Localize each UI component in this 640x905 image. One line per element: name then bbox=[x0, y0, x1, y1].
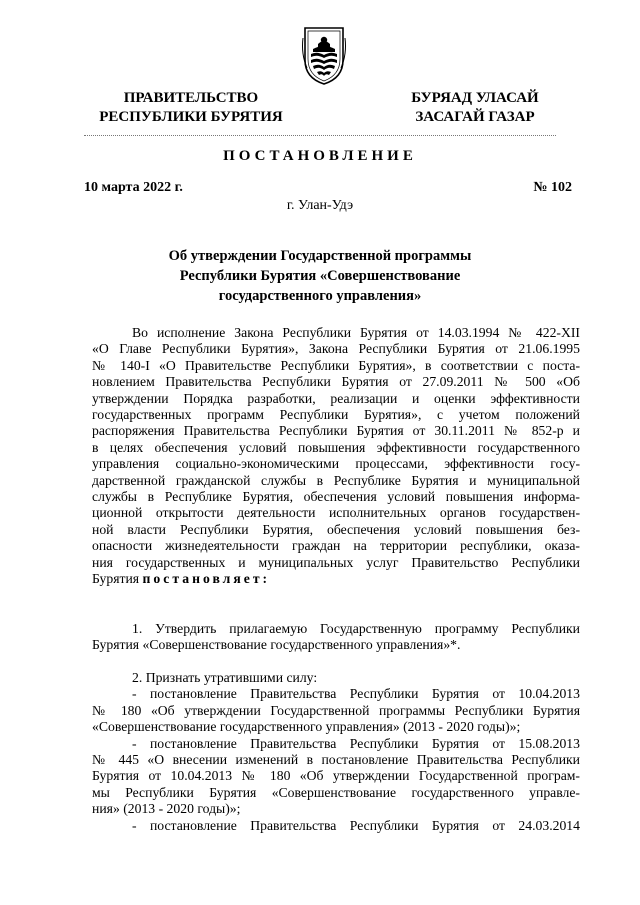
preamble-line: № 140-I «О Правительстве Республики Бурятия», в соответствии с поста- bbox=[92, 357, 580, 373]
document-number: № 102 bbox=[533, 180, 572, 195]
preamble-line: службы в Республике Бурятия, обеспечения условий повышения информа- bbox=[92, 489, 580, 505]
government-name-russian bbox=[84, 89, 298, 127]
preamble-line: управления социально-экономическими процессами, эффективности госу- bbox=[92, 456, 580, 472]
item-1-line: 1. Утвердить прилагаемую Государственную программу Республики bbox=[132, 621, 580, 636]
item-2-line: № 445 «О внесении изменений в постановление Правительства Республики bbox=[92, 752, 580, 768]
coat-of-arms-emblem bbox=[299, 24, 349, 86]
preamble-final-prefix: Бурятия bbox=[92, 571, 140, 587]
preamble-line: распоряжения Правительства Республики Бурятия от 30.11.2011 № 852-р и bbox=[92, 423, 580, 439]
item-2-line: - постановление Правительства Республики Бурятия от 10.04.2013 bbox=[132, 686, 580, 702]
preamble-line: ния государственных и муниципальных услуг Правительство Республики bbox=[92, 554, 580, 570]
item-2-line: - постановление Правительства Республики Бурятия от 15.08.2013 bbox=[132, 735, 580, 751]
preamble-line: утверждении Порядка разработки, реализации и оценки эффективности bbox=[92, 390, 580, 406]
resolves-keyword: постановляет: bbox=[142, 571, 271, 587]
header-divider bbox=[84, 135, 556, 136]
header-left-line-1: ПРАВИТЕЛЬСТВО bbox=[123, 90, 259, 106]
subject-line-1: Об утверждении Государственной программы bbox=[168, 248, 472, 264]
preamble-paragraph bbox=[92, 325, 580, 588]
item-1-line: Бурятия «Совершенствование государственного управления»*. bbox=[92, 637, 461, 653]
government-name-buryat bbox=[392, 89, 558, 127]
preamble-line: Во исполнение Закона Республики Бурятия от 14.03.1994 № 422-XII bbox=[132, 325, 580, 340]
item-2-line: Бурятия от 10.04.2013 № 180 «Об утверждении Государственной програм- bbox=[92, 768, 580, 784]
item-2-heading: 2. Признать утратившими силу: bbox=[132, 670, 318, 685]
item-2-paragraph bbox=[92, 670, 580, 834]
item-2-line: № 180 «Об утверждении Государственной программы Республики Бурятия bbox=[92, 702, 580, 718]
preamble-line: в целях обеспечения условий повышения эффективности государственного bbox=[92, 439, 580, 455]
item-2-line: «Совершенствование государственного управления» (2013 - 2020 годы)»; bbox=[92, 719, 521, 735]
item-2-line: мы Республики Бурятия «Совершенствование государственного управле- bbox=[92, 784, 580, 800]
header-right-line-1: БУРЯАД УЛАСАЙ bbox=[411, 90, 539, 106]
preamble-line: новлением Правительства Республики Бурятия от 27.09.2011 № 500 «Об bbox=[92, 374, 580, 390]
preamble-final-line bbox=[92, 571, 580, 587]
preamble-line: дарственной гражданской службы в Республике Бурятия и муниципальной bbox=[92, 472, 580, 488]
document-city: г. Улан-Удэ bbox=[286, 198, 354, 213]
header-right-line-2: ЗАСАГАЙ ГАЗАР bbox=[415, 109, 535, 125]
item-2-line: ния» (2013 - 2020 годы)»; bbox=[92, 801, 241, 817]
document-date: 10 марта 2022 г. bbox=[84, 180, 183, 195]
item-1-paragraph bbox=[92, 621, 580, 654]
subject-line-2: Республики Бурятия «Совершенствование bbox=[179, 268, 461, 284]
item-2-line: - постановление Правительства Республики Бурятия от 24.03.2014 bbox=[132, 817, 580, 833]
document-type-title: ПОСТАНОВЛЕНИЕ bbox=[223, 148, 417, 164]
document-subject bbox=[84, 246, 556, 306]
preamble-line: ной власти Республики Бурятия, обеспечения условий повышения без- bbox=[92, 521, 580, 537]
preamble-line: государственных программ Республики Бурятия», с учетом положений bbox=[92, 407, 580, 423]
preamble-line: ционной открытости деятельности исполнительных органов государствен- bbox=[92, 505, 580, 521]
subject-line-3: государственного управления» bbox=[218, 288, 422, 304]
header-left-line-2: РЕСПУБЛИКИ БУРЯТИЯ bbox=[99, 109, 283, 125]
preamble-line: опасности жизнедеятельности граждан на территории республики, оказа- bbox=[92, 538, 580, 554]
preamble-line: «О Главе Республики Бурятия», Закона Республики Бурятия от 21.06.1995 bbox=[92, 341, 580, 357]
